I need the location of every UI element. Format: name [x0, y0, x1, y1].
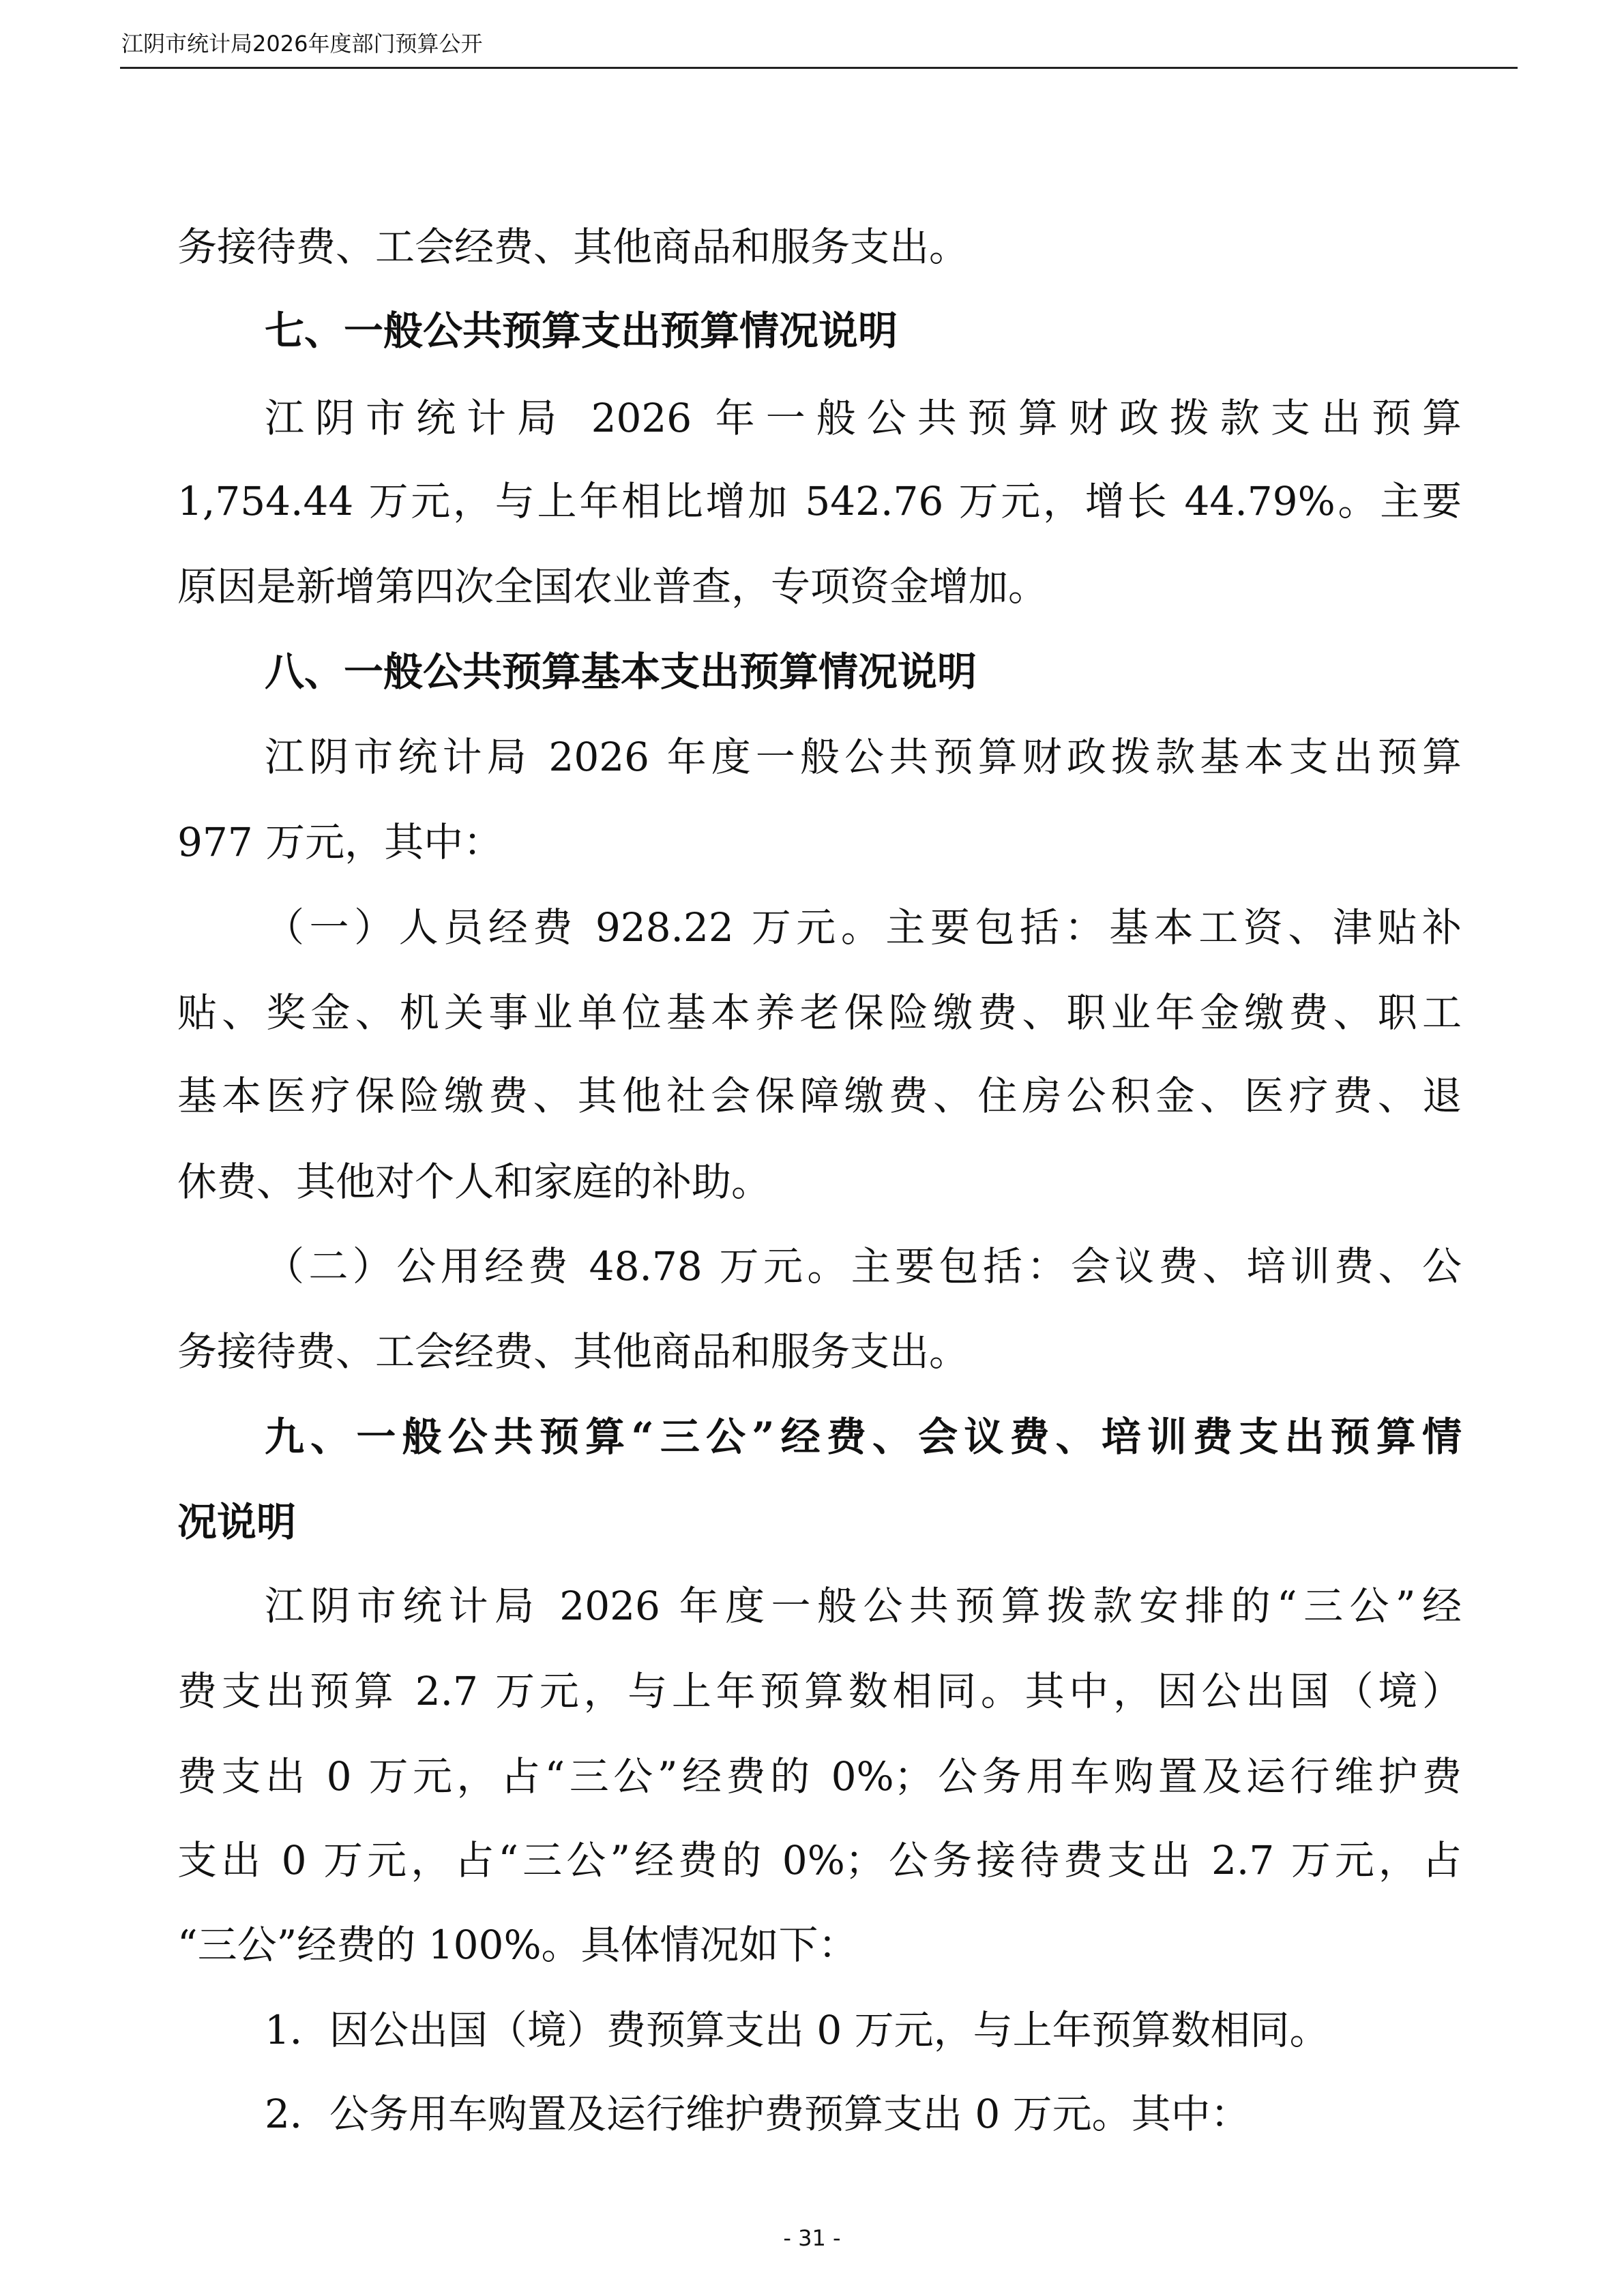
body-line: （二）公用经费 48.78 万元。主要包括：会议费、培训费、公: [265, 1243, 1462, 1289]
body-line: 原因是新增第四次全国农业普查，专项资金增加。: [177, 563, 1048, 610]
page-header-title: 江阴市统计局2026年度部门预算公开: [121, 31, 483, 57]
body-line: 977 万元，其中：: [177, 819, 503, 865]
body-line: 费支出 0 万元，占“三公”经费的 0%；公务用车购置及运行维护费: [177, 1753, 1462, 1800]
body-line: 休费、其他对个人和家庭的补助。: [177, 1159, 771, 1205]
section-heading-continued: 况说明: [177, 1499, 297, 1545]
body-line: “三公”经费的 100%。具体情况如下：: [177, 1922, 858, 1968]
body-line: 江阴市统计局 2026 年度一般公共预算财政拨款基本支出预算: [265, 734, 1462, 780]
body-line: 贴、奖金、机关事业单位基本养老保险缴费、职业年金缴费、职工: [177, 989, 1462, 1036]
body-line: 1,754.44 万元，与上年相比增加 542.76 万元，增长 44.79%。主要: [177, 478, 1462, 524]
body-line: 支出 0 万元，占“三公”经费的 0%；公务接待费支出 2.7 万元，占: [177, 1837, 1462, 1883]
body-line: 费支出预算 2.7 万元，与上年预算数相同。其中，因公出国（境）: [177, 1668, 1462, 1714]
list-item: 1．因公出国（境）费预算支出 0 万元，与上年预算数相同。: [265, 2007, 1329, 2053]
body-line: 基本医疗保险缴费、其他社会保障缴费、住房公积金、医疗费、退: [177, 1073, 1462, 1119]
body-line: 务接待费、工会经费、其他商品和服务支出。: [177, 1328, 969, 1375]
page-number: - 31 -: [783, 2225, 841, 2251]
body-line: （一）人员经费 928.22 万元。主要包括：基本工资、津贴补: [265, 904, 1462, 951]
list-item: 2．公务用车购置及运行维护费预算支出 0 万元。其中：: [265, 2091, 1250, 2137]
section-heading: 七、一般公共预算支出预算情况说明: [265, 308, 898, 354]
body-line: 江阴市统计局 2026 年一般公共预算财政拨款支出预算: [265, 395, 1462, 441]
section-heading: 八、一般公共预算基本支出预算情况说明: [265, 648, 977, 695]
body-line: 务接待费、工会经费、其他商品和服务支出。: [177, 224, 969, 270]
section-heading: 九、一般公共预算“三公”经费、会议费、培训费支出预算情: [265, 1414, 1462, 1460]
body-line: 江阴市统计局 2026 年度一般公共预算拨款安排的“三公”经: [265, 1583, 1462, 1629]
